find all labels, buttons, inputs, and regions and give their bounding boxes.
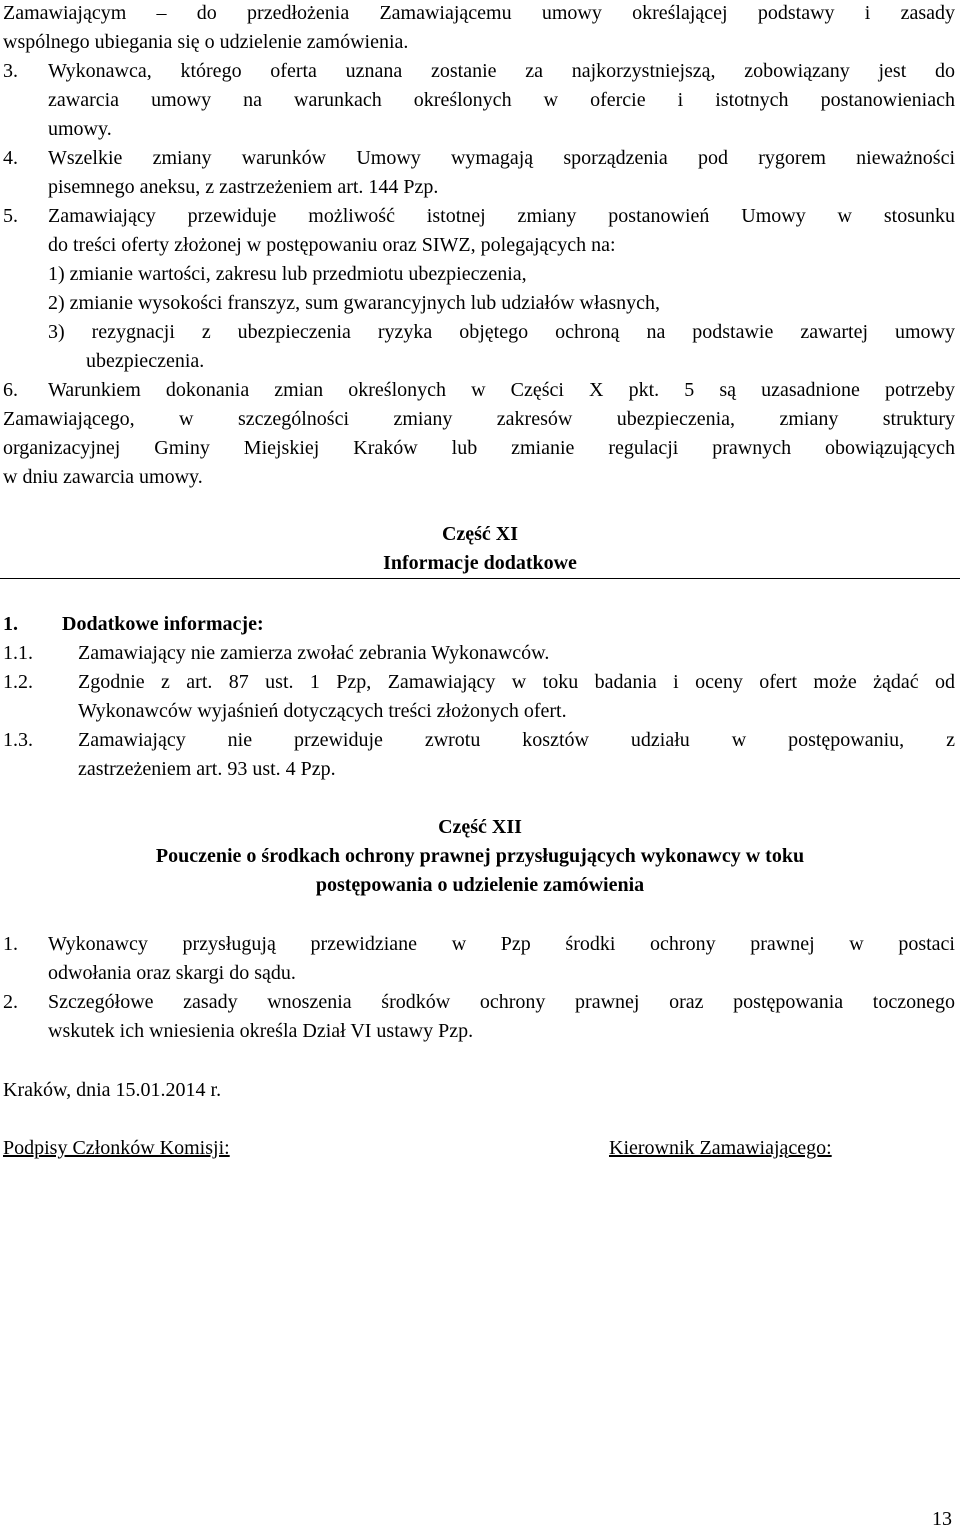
page-number: 13 [932, 1508, 952, 1530]
item-6-line-3: organizacyjnej Gminy Miejskiej Kraków lub zmianie regulacji prawnych obowiązujących [3, 437, 955, 459]
section-divider [0, 578, 960, 579]
item-5-sub-1: 1) zmianie wartości, zakresu lub przedmiotu ubezpieczenia, [48, 263, 527, 285]
part-11-item-2-line-2: Wykonawców wyjaśnień dotyczących treści złożonych ofert. [78, 700, 567, 722]
part-11-item-3-line-2: zastrzeżeniem art. 93 ust. 4 Pzp. [78, 758, 336, 780]
part-11-item-3-number: 1.3. [3, 729, 33, 751]
part-12-item-2-number: 2. [3, 991, 18, 1013]
part-11-heading: Dodatkowe informacje: [62, 613, 264, 635]
item-6-line-4: w dniu zawarcia umowy. [3, 466, 203, 488]
part-12-item-1-line-1: Wykonawcy przysługują przewidziane w Pzp środki ochrony prawnej w postaci [48, 933, 955, 955]
intro-line-1: Zamawiającym – do przedłożenia Zamawiającemu umowy określającej podstawy i zasady [3, 2, 955, 24]
part-12-item-2-line-2: wskutek ich wniesienia określa Dział VI ustawy Pzp. [48, 1020, 474, 1042]
place-date: Kraków, dnia 15.01.2014 r. [3, 1079, 222, 1101]
item-5-sub-3-line-2: ubezpieczenia. [86, 350, 205, 372]
item-6-number: 6. [3, 379, 18, 401]
item-5-sub-2: 2) zmianie wysokości franszyz, sum gwarancyjnych lub udziałów własnych, [48, 292, 661, 314]
item-4-line-1: Wszelkie zmiany warunków Umowy wymagają sporządzenia pod rygorem nieważności [48, 147, 955, 169]
intro-line-2: wspólnego ubiegania się o udzielenie zamówienia. [3, 31, 409, 53]
item-3-number: 3. [3, 60, 18, 82]
part-12-title: Część XII [438, 816, 522, 838]
part-12-item-1-number: 1. [3, 933, 18, 955]
part-11-title: Część XI [441, 523, 519, 545]
part-11-item-1-number: 1.1. [3, 642, 33, 664]
part-11-subtitle: Informacje dodatkowe [383, 552, 577, 574]
item-5-sub-3-line-1: 3) rezygnacji z ubezpieczenia ryzyka objętego ochroną na podstawie zawartej umowy [48, 321, 955, 343]
item-3-line-1: Wykonawca, którego oferta uznana zostanie za najkorzystniejszą, zobowiązany jest do [48, 60, 955, 82]
part-12-subtitle-line-2: postępowania o udzielenie zamówienia [315, 874, 645, 896]
part-12-subtitle-line-1: Pouczenie o środkach ochrony prawnej przysługujących wykonawcy w toku [155, 845, 805, 867]
signatures-head: Kierownik Zamawiającego: [609, 1137, 832, 1159]
item-5-number: 5. [3, 205, 18, 227]
part-11-item-1-line-1: Zamawiający nie zamierza zwołać zebrania Wykonawców. [78, 642, 550, 664]
item-5-line-1: Zamawiający przewiduje możliwość istotnej zmiany postanowień Umowy w stosunku [48, 205, 955, 227]
part-11-heading-number: 1. [3, 613, 18, 635]
part-12-item-1-line-2: odwołania oraz skargi do sądu. [48, 962, 296, 984]
part-11-item-2-line-1: Zgodnie z art. 87 ust. 1 Pzp, Zamawiający w toku badania i oceny ofert może żądać od [78, 671, 955, 693]
item-4-number: 4. [3, 147, 18, 169]
item-6-line-2: Zamawiającego, w szczególności zmiany zakresów ubezpieczenia, zmiany struktury [3, 408, 955, 430]
item-3-line-2: zawarcia umowy na warunkach określonych w ofercie i istotnych postanowieniach [48, 89, 955, 111]
part-12-item-2-line-1: Szczegółowe zasady wnoszenia środków ochrony prawnej oraz postępowania toczonego [48, 991, 955, 1013]
part-11-item-3-line-1: Zamawiający nie przewiduje zwrotu kosztów udziału w postępowaniu, z [78, 729, 955, 751]
item-4-line-2: pisemnego aneksu, z zastrzeżeniem art. 144 Pzp. [48, 176, 439, 198]
item-5-line-2: do treści oferty złożonej w postępowaniu oraz SIWZ, polegających na: [48, 234, 616, 256]
item-6-line-1: Warunkiem dokonania zmian określonych w Części X pkt. 5 są uzasadnione potrzeby [48, 379, 955, 401]
part-11-item-2-number: 1.2. [3, 671, 33, 693]
signatures-committee: Podpisy Członków Komisji: [3, 1137, 230, 1159]
item-3-line-3: umowy. [48, 118, 112, 140]
